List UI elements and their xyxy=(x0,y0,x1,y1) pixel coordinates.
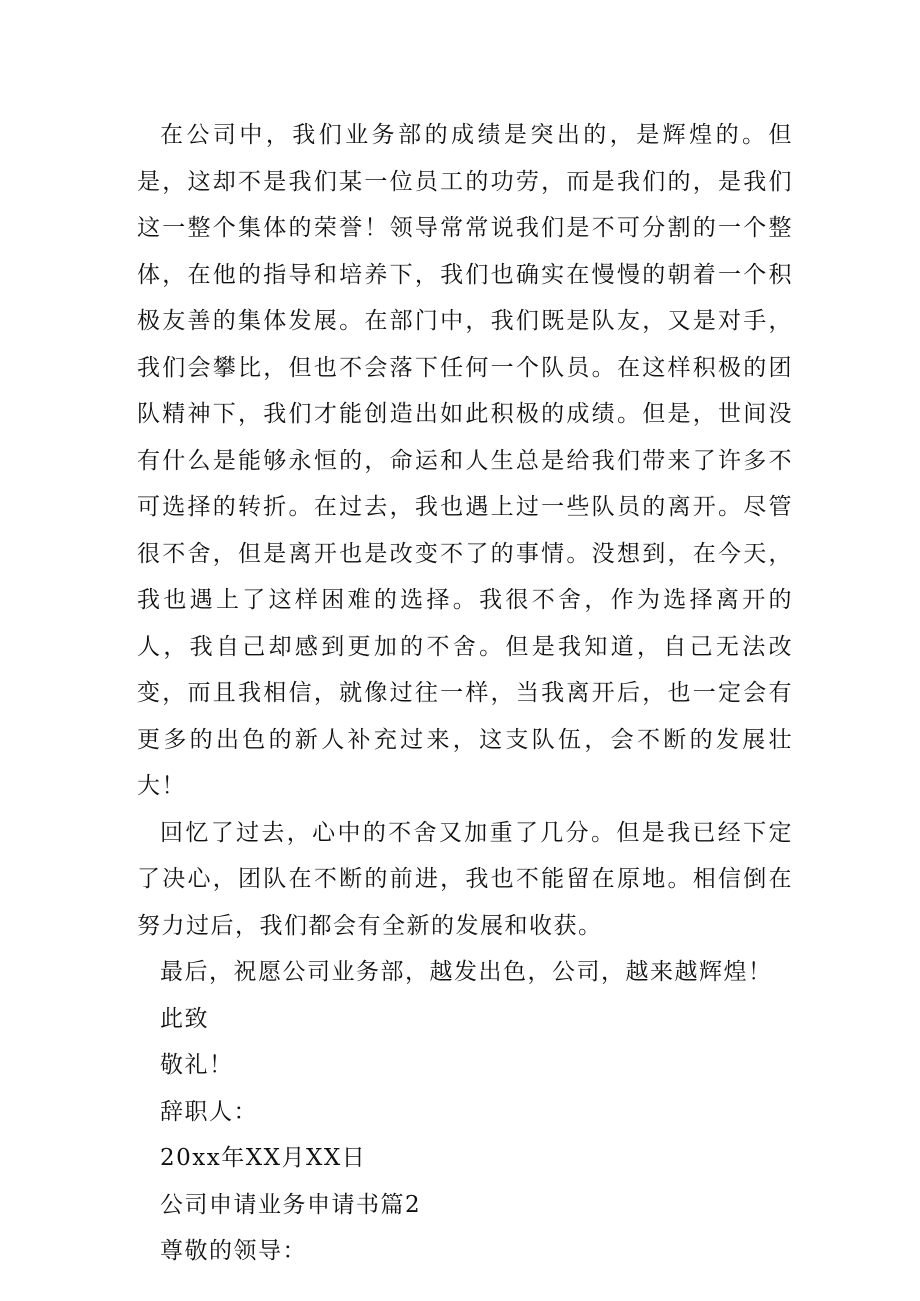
signer-label: 辞职人： xyxy=(160,1098,258,1125)
body-paragraph-2: 回忆了过去，心中的不舍又加重了几分。但是我已经下定了决心，团队在不断的前进，我也不能留在原地。相信倒在努力过后，我们都会有全新的发展和收获。 xyxy=(137,819,793,939)
next-section-title: 公司申请业务申请书篇2 xyxy=(160,1191,422,1218)
body-paragraph-1: 在公司中，我们业务部的成绩是突出的，是辉煌的。但是，这却不是我们某一位员工的功劳，而是我们的，是我们这一整个集体的荣誉！领导常常说我们是不可分割的一个整体，在他的指导和培养下，我们也确实在慢慢的朝着一个积极友善的集体发展。在部门中，我们既是队友，又是对手，我们会攀比，但也不会落下任何一个队员。在这样积极的团队精神下，我们才能创造出如此积极的成绩。但是，世间没有什么是能够永恒的，命运和人生总是给我们带来了许多不可选择的转折。在过去，我也遇上过一些队员的离开。尽管很不舍，但是离开也是改变不了的事情。没想到，在今天，我也遇上了这样困难的选择。我很不舍，作为选择离开的人，我自己却感到更加的不舍。但是我知道，自己无法改变，而且我相信，就像过往一样，当我离开后，也一定会有更多的出色的新人补充过来，这支队伍，会不断的发展壮大！ xyxy=(137,122,793,799)
document-body xyxy=(137,112,793,1275)
salutation-jingli: 敬礼！ xyxy=(160,1052,234,1078)
document-date: 20xx年XX月XX日 xyxy=(160,1145,367,1171)
closing-wish: 最后，祝愿公司业务部，越发出色，公司，越来越辉煌！ xyxy=(160,959,773,985)
salutation-cizhi: 此致 xyxy=(160,1005,209,1032)
next-section-greeting: 尊敬的领导： xyxy=(160,1238,307,1264)
